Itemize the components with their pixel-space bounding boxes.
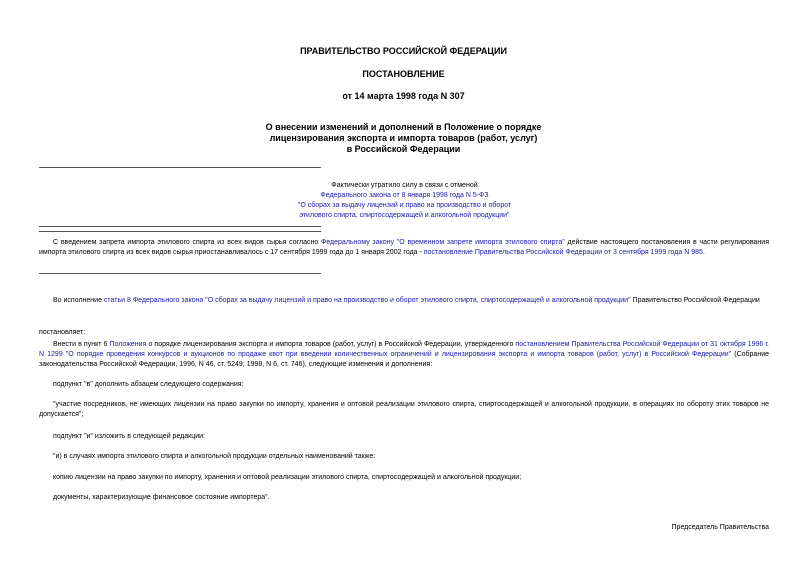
divider-note-top2 — [39, 231, 321, 232]
doc-title-line3: в Российской Федерации — [346, 144, 461, 154]
doc-type: ПОСТАНОВЛЕНИЕ — [362, 69, 445, 79]
editorial-note-link-law[interactable]: Федеральному закону "О временном запрете импорта этилового спирта" — [321, 239, 565, 246]
preamble-link-article[interactable]: статьи 8 Федерального закона "О сборах за выдачу лицензий и право на производство и оборот этилового спирта, спиртосодержащей и алкогольной продукции" — [103, 297, 631, 304]
divider-note-bottom — [39, 273, 321, 274]
item-1-link-regulation[interactable]: Положения — [109, 341, 147, 348]
item-1-text-b: о порядке лицензирования экспорта и импорта товаров (работ, услуг) в Российской Федерации, утвержденного — [146, 341, 516, 348]
signature: Председатель Правительства — [671, 524, 769, 531]
doc-title — [0, 122, 807, 155]
org-name: ПРАВИТЕЛЬСТВО РОССИЙСКОЙ ФЕДЕРАЦИИ — [300, 46, 507, 56]
status-note-link-line3[interactable]: "О сборах за выдачу лицензий и право на производство и оборот — [297, 202, 512, 209]
doc-title-line2: лицензирования экспорта и импорта товаров (работ, услуг) — [269, 133, 538, 143]
quote-i: "и) в случаях импорта этилового спирта и алкогольной продукции отдельных наименований также: — [53, 453, 376, 460]
item-1-link-resolution[interactable]: постановлением Правительства Российской Федерации от 31 октября 1996 г. N 1299 "О порядке проведения конкурсов и аукционов по продаже квот при введении количественных ограничений и лицензирования экспорта и импорта товаров (работ, услуг) в Российской Федерации" — [39, 341, 769, 358]
editorial-note-text-b: действие настоящего постановления в части регулирования импорта этилового спирта из всех видов сырья приостанавливалось с 17 сентября 1999 года до 1 января 2002 года - — [39, 239, 769, 256]
doc-title-line1: О внесении изменений и дополнений в Положение о порядке — [265, 122, 542, 132]
divider-note-top1 — [39, 226, 321, 227]
sub-i: подпункт "и" изложить в следующей редакции: — [53, 433, 205, 440]
divider-top — [39, 167, 321, 168]
preamble-text-a: Во исполнение — [53, 297, 104, 304]
sub-v: подпункт "в" дополнить абзацем следующего содержания: — [53, 381, 244, 388]
status-note-line1: Фактически утратило силу в связи с отменой — [331, 182, 478, 189]
status-note-link-line2[interactable]: Федерального закона от 8 января 1998 года N 5-ФЗ — [320, 192, 489, 199]
quote-v: "участие посредников, не имеющих лицензии на право закупки по импорту, хранения и оптовой реализации этилового спирта, спиртосодержащей и алкогольной продукции, в операциях по обороту этих товаров не допускается"; — [39, 401, 769, 418]
item-1-text-end: (Собрание законодательства Российской Федерации, 1996, N 46, ст. 5249; 1998, N 6, ст. 746), следующие изменения и дополнения: — [39, 351, 769, 368]
editorial-note-link-resolution[interactable]: постановление Правительства Российской Федерации от 3 сентября 1999 года N 985 — [423, 249, 703, 256]
item-1-text-a: Внести в пункт 6 — [53, 341, 110, 348]
decree-word: постановляет: — [39, 329, 86, 336]
copy-license: копию лицензии на право закупки по импорту, хранения и оптовой реализации этилового спирта, спиртосодержащей и алкогольной продукции; — [53, 474, 522, 481]
item-1 — [39, 340, 769, 370]
preamble — [39, 296, 769, 306]
status-note — [200, 181, 609, 221]
preamble-text-b: Правительство Российской Федерации — [630, 297, 760, 304]
status-note-link-line4[interactable]: этилового спирта, спиртосодержащей и алкогольной продукции" — [299, 212, 510, 219]
editorial-note — [39, 238, 769, 258]
editorial-note-text-a: С введением запрета импорта этилового спирта из всех видов сырья согласно — [53, 239, 321, 246]
doc-date: от 14 марта 1998 года N 307 — [342, 91, 465, 101]
documents: документы, характеризующие финансовое состояние импортера". — [53, 494, 270, 501]
editorial-note-text-end: . — [702, 249, 705, 256]
